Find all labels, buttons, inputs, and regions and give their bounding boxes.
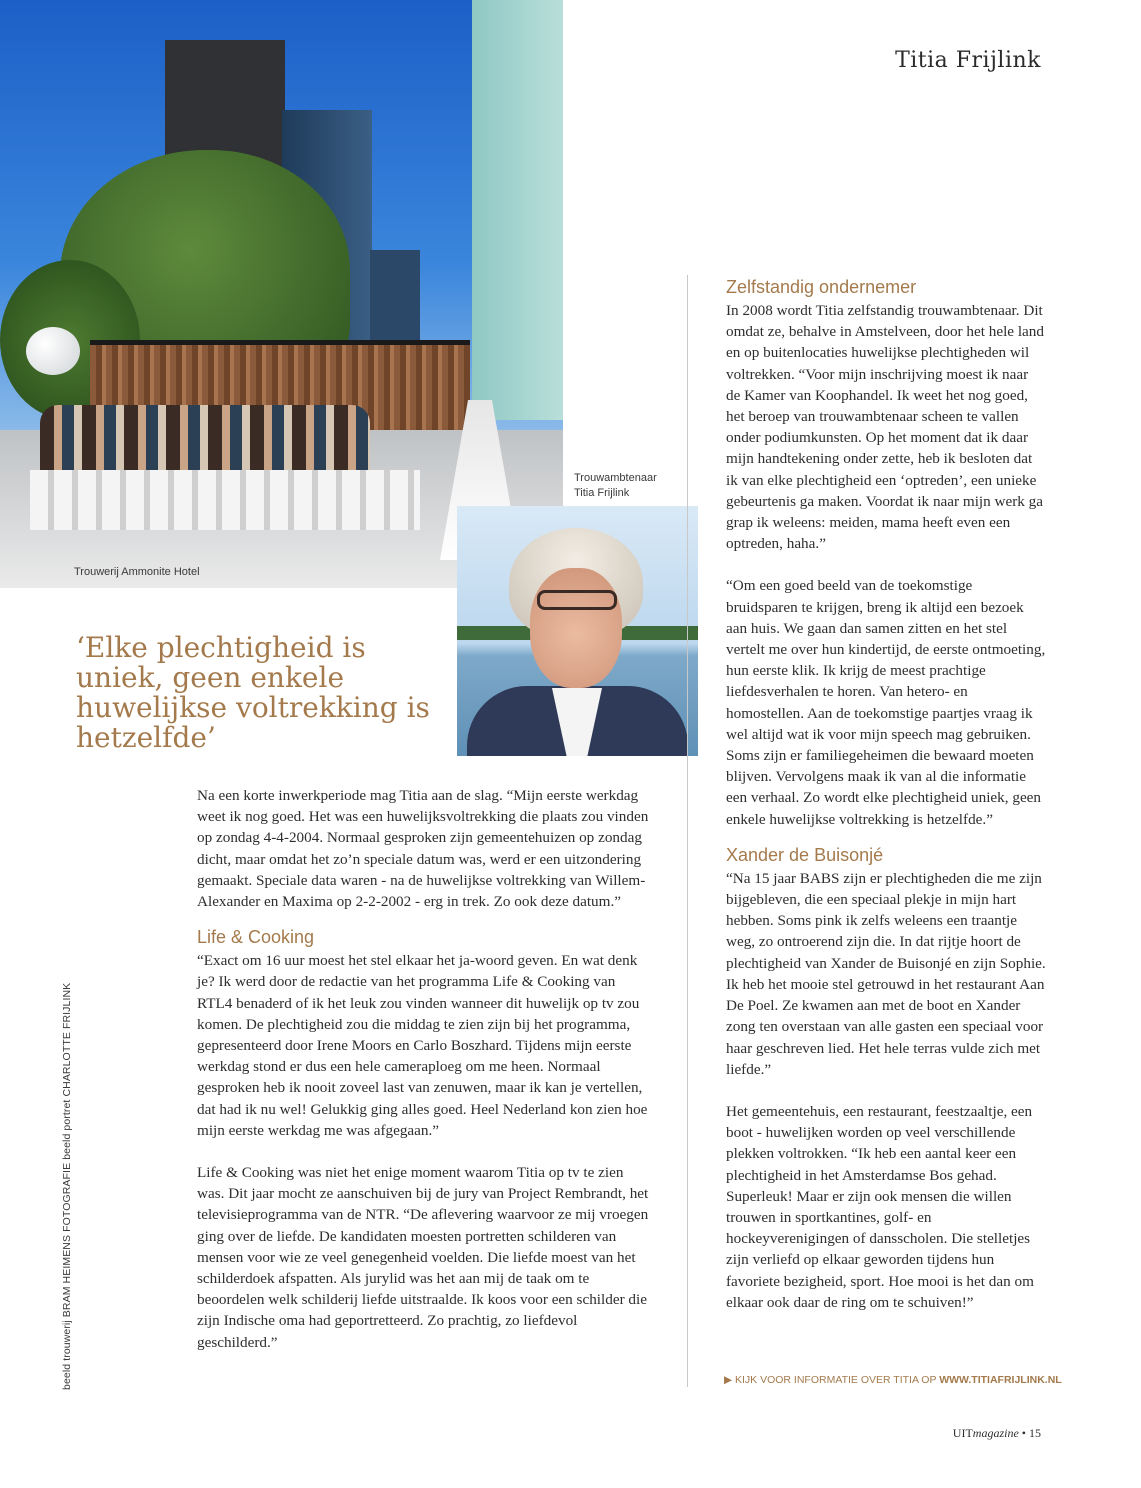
hero-caption: Trouwerij Ammonite Hotel	[74, 566, 200, 578]
wedding-photo	[0, 0, 563, 588]
body-paragraph: Life & Cooking was niet het enige moment waarom Titia op tv te zien was. Dit jaar mocht ze aanschuiven bij de jury van Project Rembrandt, het televisieprogramma van de NTR. “De aflevering waarvoor ze mij vroegen ging over de liefde. De kandidaten moesten portretten schilderen van mensen voor wie ze veel genegenheid voelden. Die liefde moest van het schilderdoek afspatten. Als jurylid was het aan mij de taak om te beoordelen welk schilderij liefde uitstraalde. Ik koos voor een schilder die zijn Indische oma had geportretteerd. Zo prachtig, zo liefdevol geschilderd.”	[197, 1164, 649, 1351]
column-divider	[687, 275, 688, 1387]
body-paragraph: “Na 15 jaar BABS zijn er plechtigheden die me zijn bijgebleven, die een speciaal plekje in mijn hart hebben. Soms pink ik zelfs weleens een traantje weg, zo ontroerend zijn die. In dat rijtje hoort de plechtigheid van Xander de Buisonjé en zijn Sophie. Ik heb het mooie stel getrouwd in het restaurant Aan De Poel. Ze kwamen aan met de boot en Xander zong ten overstaan van alle gasten een speciaal voor haar geschreven lied. Het hele terras vulde zich met liefde.”	[726, 869, 1046, 1078]
section-heading-life-cooking: Life & Cooking	[197, 927, 315, 948]
section-heading-zelfstandig: Zelfstandig ondernemer	[726, 277, 917, 297]
promo-text: KIJK VOOR INFORMATIE OVER TITIA OP	[735, 1374, 937, 1386]
article-subject-name: Titia Frijlink	[895, 48, 1041, 73]
left-column	[197, 785, 652, 1353]
photo-credit: beeld trouwerij BRAM HEIMENS FOTOGRAFIE beeld portret CHARLOTTE FRIJLINK	[61, 982, 73, 1390]
portrait-caption	[574, 471, 657, 501]
intro-paragraph: Na een korte inwerkperiode mag Titia aan de slag. “Mijn eerste werkdag weet ik nog goed. Het was een huwelijksvoltrekking die plaats zou vinden op zondag 4-4-2004. Normaal gesproken zijn gemeentehuizen op zondag dicht, maar omdat het zo’n speciale datum was, werd er een uitzondering gemaakt. Speciale data waren - na de huwelijkse voltrekking van Willem-Alexander en Maxima op 2-2-2002 - erg in trek. Zo ook deze datum.”	[197, 787, 649, 911]
portrait-caption-line2: Titia Frijlink	[574, 487, 630, 499]
section-heading-xander: Xander de Buisonjé	[726, 844, 884, 865]
body-paragraph: “Exact om 16 uur moest het stel elkaar het ja-woord geven. En wat denk je? Ik werd door de redactie van het programma Life & Cooking van RTL4 benaderd of ik het leuk zou vinden wanneer dit huwelijk op tv zou komen. De plechtigheid zou die middag te zien zijn bij het programma, gepresenteerd door Irene Moors en Carlo Boszhard. Tijdens mijn eerste werkdag stond er dus een hele cameraploeg om me heen. Normaal gesproken heb ik nooit zoveel last van zenuwen, maar ik kan je vertellen, dat had ik nu wel! Gelukkig ging alles goed. Heel Nederland kon zien hoe mijn eerste werkdag me was afgegaan.”	[197, 952, 648, 1139]
magazine-label: magazine	[972, 1426, 1019, 1440]
website-link[interactable]: WWW.TITIAFRIJLINK.NL	[939, 1374, 1062, 1386]
portrait-caption-line1: Trouwambtenaar	[574, 472, 657, 484]
portrait-photo	[457, 506, 698, 756]
website-promo	[724, 1374, 1062, 1386]
right-column	[726, 276, 1046, 1313]
body-paragraph: Het gemeentehuis, een restaurant, feestzaaltje, een boot - huwelijken worden op veel verschillende plekken voltrokken. “Ik heb een aantal keer een plechtigheid in het Amsterdamse Bos gehad. Superleuk! Maar er zijn ook mensen die willen trouwen in sportkantines, golf- en hockeyverenigingen of dansscholen. Die stelletjes zijn verliefd op elkaar geworden tijdens hun favoriete bezigheid, sport. Hoe mooi is het dan om elkaar ook daar de ring om te schuiven!”	[726, 1102, 1034, 1311]
magazine-brand: UIT	[952, 1426, 973, 1440]
body-paragraph: “Om een goed beeld van de toekomstige bruidsparen te krijgen, breng ik altijd een bezoek aan huis. We gaan dan samen zitten en het stel vertelt me over hun kindertijd, de eerste ontmoeting, hun eerste klik. Ik krijg de meest prachtige liefdesverhalen te horen. Van hetero- en homostellen. Aan de toekomstige paartjes vraag ik wel altijd wat ik voor mijn speech mag gebruiken. Soms zijn er familiegeheimen die bewaard moeten blijven. Vervolgens maak ik van al die informatie een verhaal. Zo wordt elke plechtigheid uniek, geen enkele huwelijkse voltrekking is hetzelfde.”	[726, 577, 1046, 828]
body-paragraph: In 2008 wordt Titia zelfstandig trouwambtenaar. Dit omdat ze, behalve in Amstelveen, door het hele land en op buitenlocaties huwelijkse plechtigheden wil voltrekken. “Voor mijn inschrijving moest ik naar de Kamer van Koophandel. Ik weet het nog goed, het beroep van trouwambtenaar scheen te vallen onder podiumkunsten. Op het moment dat ik daar mijn handtekening onder zette, heb ik besloten dat ik van elke plechtigheid een ‘optreden’, een unieke gebeurtenis ga maken. Voordat ik naar mijn werk ga grap ik weleens: meiden, mama heeft even een optreden, haha.”	[726, 302, 1044, 553]
page-number: 15	[1029, 1426, 1041, 1440]
page-footer	[953, 1426, 1041, 1441]
footer-separator: •	[1021, 1426, 1026, 1440]
arrow-icon: ▶	[724, 1374, 733, 1386]
pull-quote: ‘Elke plechtigheid is uniek, geen enkele huwelijkse voltrekking is hetzelfde’	[76, 631, 430, 754]
